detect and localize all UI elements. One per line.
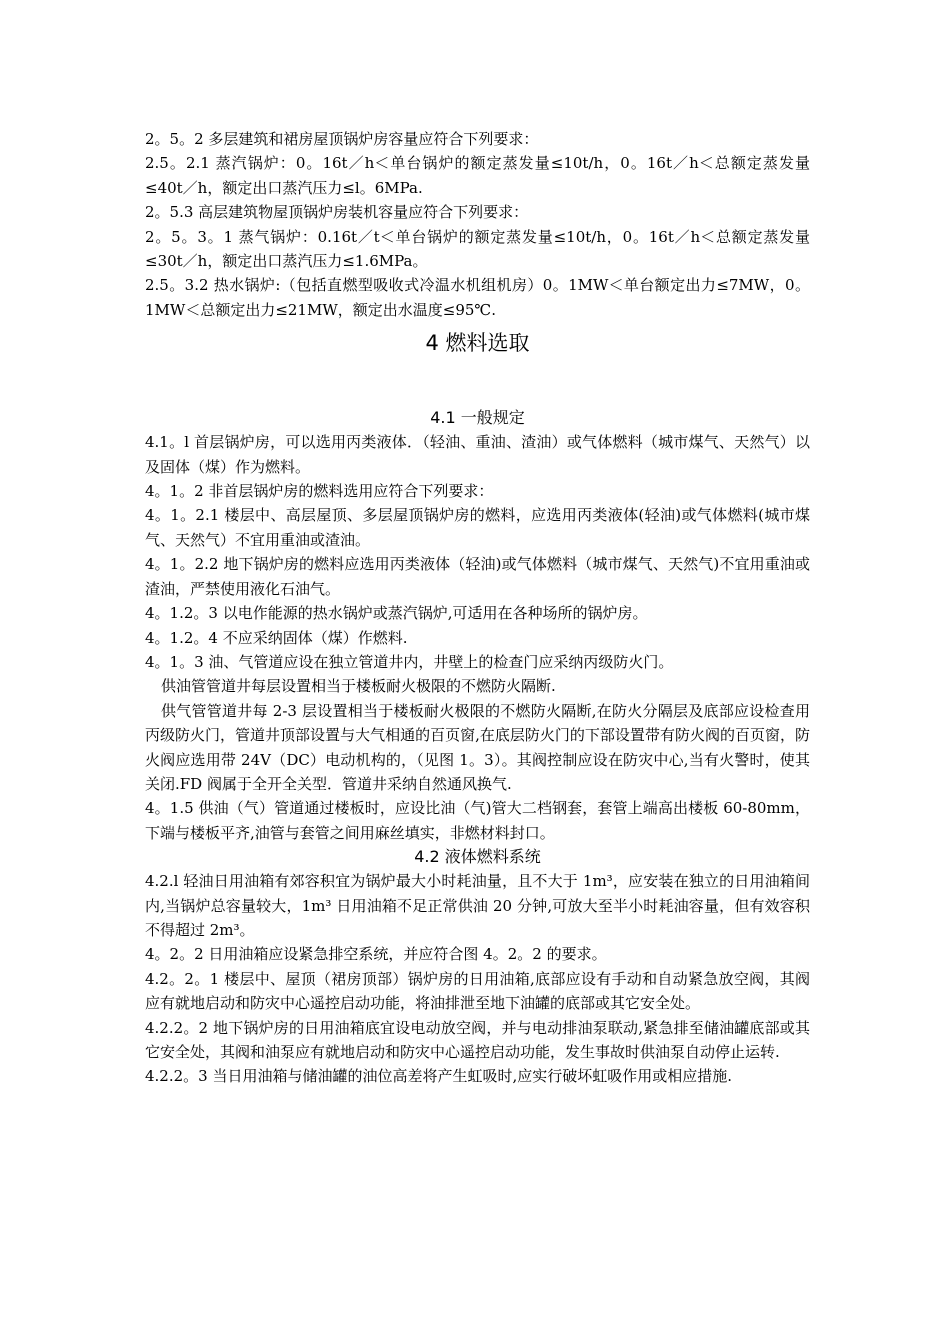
paragraph-4-1-5: 4。1.5 供油（气）管道通过楼板时，应设比油（气)管大二档钢套，套管上端高出楼板 60-80mm，下端与楼板平齐,油管与套管之间用麻丝填实，非燃材料封口。 [145, 799, 810, 842]
paragraph-2-5-2-1: 2.5。2.1 蒸汽锅炉：0。16t／h＜单台锅炉的额定蒸发量≤10t/h，0。16t／h＜总额定蒸发量≤40t／h，额定出口蒸汽压力≤l。6MPa. [145, 154, 810, 197]
paragraph-2-5-3-2: 2.5。3.2 热水锅炉:（包括直燃型吸收式冷温水机组机房）0。1MW＜单台额定出力≤7MW，0。1MW＜总额定出力≤21MW，额定出水温度≤95℃. [145, 276, 810, 319]
paragraph-4-2-1: 4.2.l 轻油日用油箱有郊容积宜为锅炉最大小时耗油量，且不大于 1m³，应安装在独立的日用油箱间内,当锅炉总容量较大，1m³ 日用油箱不足正常供油 20 分钟,可放大至半小时耗油容量，但有效容积不得超过 2m³。 [145, 872, 810, 939]
paragraph-4-1-2-1: 4。1。2.1 楼层中、高层屋顶、多层屋顶锅炉房的燃料，应选用丙类液体(轻油)或气体燃料(城市煤气、天然气）不宜用重油或渣油。 [145, 506, 810, 549]
paragraph-2-5-2: 2。5。2 多层建筑和裙房屋顶锅炉房容量应符合下列要求： [145, 130, 539, 148]
section-title-4-2: 4.2 液体燃料系统 [414, 847, 541, 867]
paragraph-4-1-2-4: 4。1.2。4 不应采纳固体（煤）作燃料. [145, 628, 408, 647]
paragraph-4-2-2-2: 4.2.2。2 地下锅炉房的日用油箱底宜设电动放空阀，并与电动排油泵联动,紧急排至储油罐底部或其它安全处，其阀和油泵应有就地启动和防灾中心遥控启动功能，发生事故时供油泵自动停止运转. [145, 1018, 810, 1061]
paragraph-2-5-3: 2。5.3 高层建筑物屋顶锅炉房装机容量应符合下列要求： [145, 203, 529, 222]
chapter-title: 4 燃料选取 [425, 331, 530, 356]
paragraph-gas-shaft: 供气管管道井每 2-3 层设置相当于楼板耐火极限的不燃防火隔断,在防火分隔层及底部应设检查用丙级防火门，管道井顶部设置与大气相通的百页窗,在底层防火门的下部设置带有防火阀的百页窗，防火阀应选用带 24V（DC）电动机构的，（见图 1。3）。其阀控制应设在防灾中心,当有火警时，使其关闭.FD 阀属于全开全关型．管道井采纳自然通风换气. [145, 701, 810, 793]
paragraph-4-2-2: 4。2。2 日用油箱应设紧急排空系统，并应符合图 4。2。2 的要求。 [145, 945, 607, 964]
paragraph-4-1-2-3: 4。1.2。3 以电作能源的热水锅炉或蒸汽锅炉,可适用在各种场所的锅炉房。 [145, 604, 648, 623]
paragraph-4-1-2-2: 4。1。2.2 地下锅炉房的燃料应选用丙类液体（轻油)或气体燃料（城市煤气、天然气)不宜用重油或渣油，严禁使用液化石油气。 [145, 555, 810, 598]
paragraph-4-1-3: 4。1。3 油、气管道应设在独立管道井内，井壁上的检查门应采纳丙级防火门。 [145, 652, 674, 671]
paragraph-4-1-2: 4。1。2 非首层锅炉房的燃料选用应符合下列要求： [145, 482, 494, 501]
document-body [145, 127, 810, 1089]
section-title-4-1: 4.1 一般规定 [430, 408, 525, 428]
paragraph-4-2-2-3: 4.2.2。3 当日用油箱与储油罐的油位高差将产生虹吸时,应实行破坏虹吸作用或相应措施. [145, 1067, 733, 1086]
paragraph-4-1-1: 4.1。l 首层锅炉房，可以选用丙类液体．（轻油、重油、渣油）或气体燃料（城市煤气、天然气）以及固体（煤）作为燃料。 [145, 433, 810, 476]
paragraph-2-5-3-1: 2。5。3。1 蒸气锅炉：0.16t／t＜单台锅炉的额定蒸发量≤10t/h，0。16t／h＜总额定蒸发量≤30t／h，额定出口蒸汽压力≤1.6MPa。 [145, 227, 810, 271]
paragraph-4-2-2-1: 4.2。2。1 楼层中、屋顶（裙房顶部）锅炉房的日用油箱,底部应设有手动和自动紧急放空阀，其阀应有就地启动和防灾中心遥控启动功能，将油排泄至地下油罐的底部或其它安全处。 [145, 969, 810, 1013]
paragraph-oil-shaft: 供油管管道井每层设置相当于楼板耐火极限的不燃防火隔断. [161, 677, 556, 696]
